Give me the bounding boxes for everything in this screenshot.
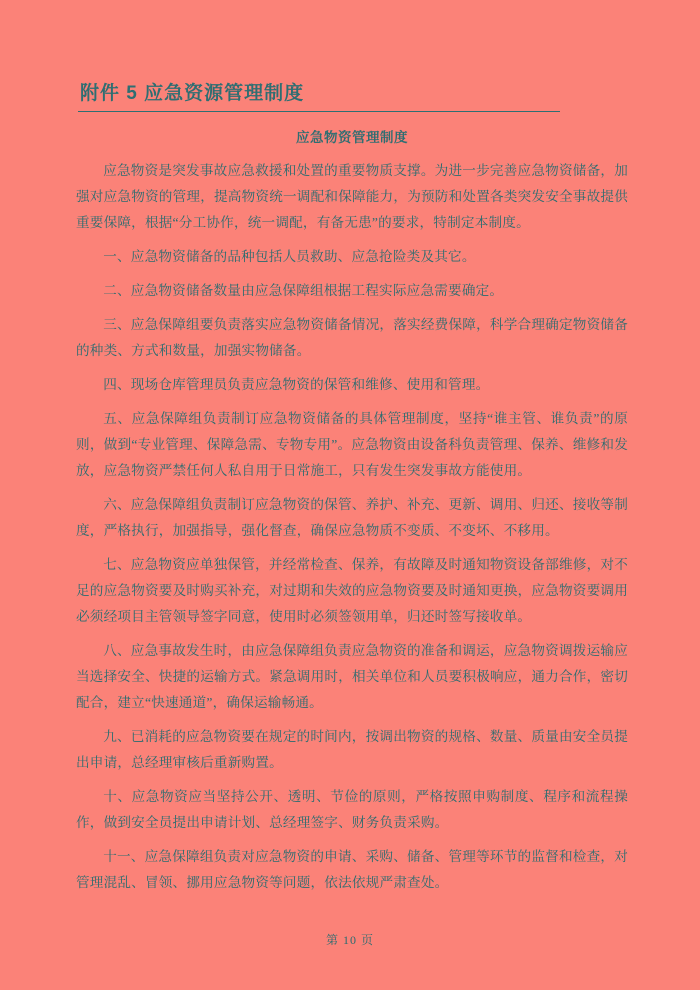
paragraph: 十一、应急保障组负责对应急物资的申请、采购、储备、管理等环节的监督和检查，对管理混乱、冒领、挪用应急物资等问题，依法依规严肃查处。 <box>76 849 628 890</box>
paragraph: 六、应急保障组负责制订应急物资的保管、养护、补充、更新、调用、归还、接收等制度，严格执行，加强指导，强化督查，确保应急物质不变质、不变坏、不移用。 <box>76 497 628 538</box>
paragraph: 九、已消耗的应急物资要在规定的时间内，按调出物资的规格、数量、质量由安全员提出申请，总经理审核后重新购置。 <box>76 729 628 770</box>
paragraph: 十、应急物资应当坚持公开、透明、节俭的原则，严格按照申购制度、程序和流程操作，做到安全员提出申请计划、总经理签字、财务负责采购。 <box>76 789 628 830</box>
document-subtitle: 应急物资管理制度 <box>296 130 408 145</box>
title-divider <box>78 111 560 112</box>
paragraph: 五、应急保障组负责制订应急物资储备的具体管理制度，坚持“谁主管、谁负责”的原则，做到“专业管理、保障急需、专物专用”。应急物资由设备科负责管理、保养、维修和发放，应急物资严禁任何人私自用于日常施工，只有发生突发事故方能使用。 <box>76 411 628 478</box>
paragraph: 四、现场仓库管理员负责应急物资的保管和维修、使用和管理。 <box>103 377 490 392</box>
paragraph: 三、应急保障组要负责落实应急物资储备情况，落实经费保障，科学合理确定物资储备的种类、方式和数量，加强实物储备。 <box>76 317 628 358</box>
paragraph: 应急物资是突发事故应急救援和处置的重要物质支撑。为进一步完善应急物资储备，加强对应急物资的管理，提高物资统一调配和保障能力，为预防和处置各类突发安全事故提供重要保障，根据“分工协作，统一调配，有备无患”的要求，特制定本制度。 <box>76 163 628 230</box>
paragraph: 一、应急物资储备的品种包括人员救助、应急抢险类及其它。 <box>103 249 476 264</box>
paragraph: 七、应急物资应单独保管，并经常检查、保养，有故障及时通知物资设备部维修，对不足的应急物资要及时购买补充，对过期和失效的应急物资要及时通知更换，应急物资要调用必须经项目主管领导签字同意，使用时必须签领用单，归还时签写接收单。 <box>76 557 628 624</box>
page-title: 附件 5 应急资源管理制度 <box>80 83 305 104</box>
page-footer: 第 10 页 <box>325 933 374 947</box>
paragraph: 八、应急事故发生时，由应急保障组负责应急物资的准备和调运，应急物资调拨运输应当选择安全、快捷的运输方式。紧急调用时，相关单位和人员要积极响应，通力合作，密切配合，建立“快速通道”，确保运输畅通。 <box>76 643 628 710</box>
paragraph: 二、应急物资储备数量由应急保障组根据工程实际应急需要确定。 <box>103 283 504 298</box>
